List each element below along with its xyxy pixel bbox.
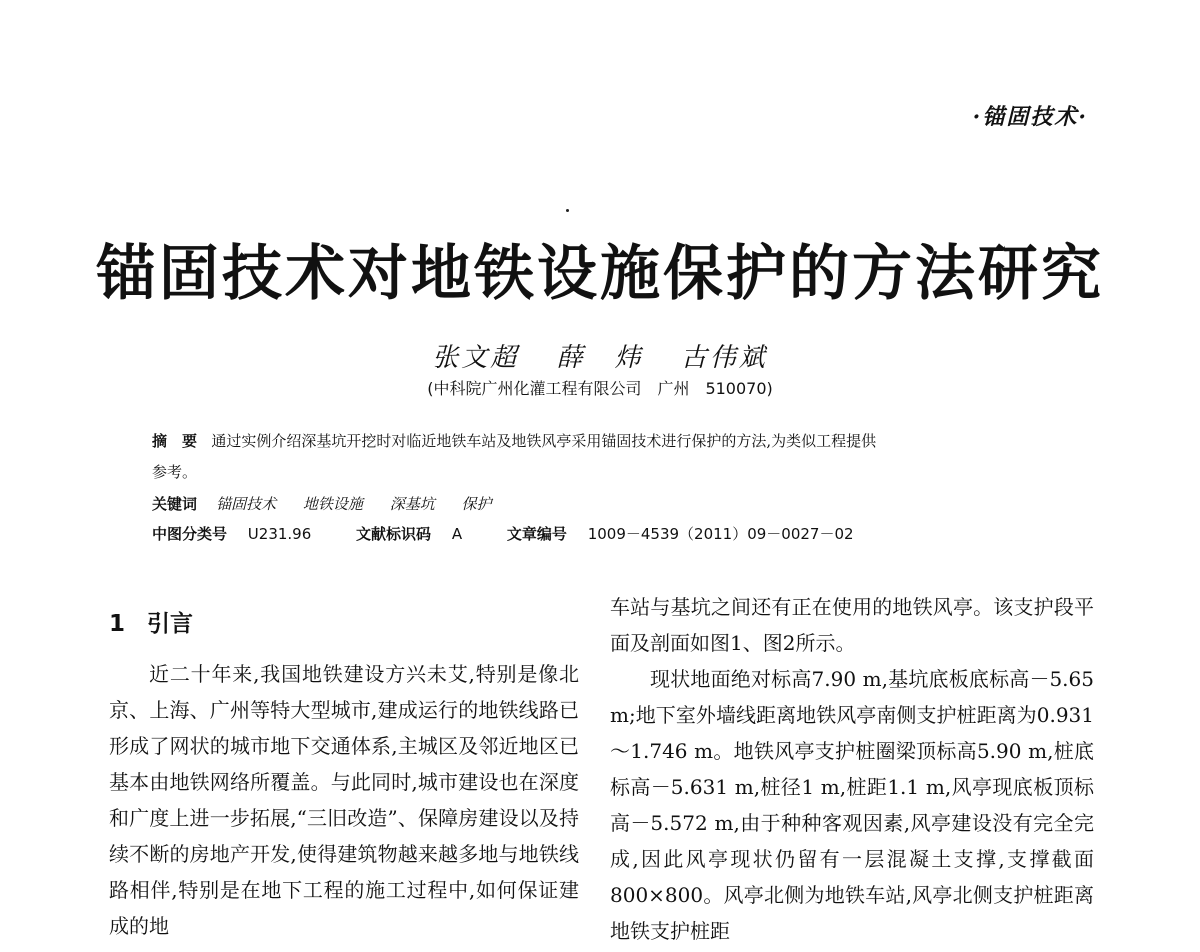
section-title: 引言	[147, 611, 194, 637]
abstract-text-end: 参考。	[152, 463, 198, 481]
paragraph: 现状地面绝对标高7.90 m,基坑底板底标高－5.65 m;地下室外墙线距离地铁风亭南侧支护桩距离为0.931～1.746 m。地铁风亭支护桩圈梁顶标高5.90 m,桩底标高－5.631 m,桩径1 m,桩距1.1 m,风亭现底板顶标高－5.572 m,由于种种客观因素,风亭建设没有完全完成,因此风亭现状仍留有一层混凝土支撑,支撑截面800×800。风亭北侧为地铁车站,风亭北侧支护桩距离地铁支护桩距	[610, 667, 1094, 943]
left-column	[109, 656, 579, 944]
keywords	[152, 495, 1052, 515]
keyword: 保护	[461, 495, 492, 513]
section-tag: ·锚固技术·	[972, 104, 1088, 130]
abstract	[152, 432, 1052, 452]
article-number-value: 1009－4539（2011）09－0027－02	[587, 525, 854, 543]
article-title: 锚固技术对地铁设施保护的方法研究	[96, 239, 1104, 309]
article-number-label: 文章编号	[506, 525, 567, 543]
author-name: 古伟斌	[680, 343, 768, 373]
abstract-text: 通过实例介绍深基坑开挖时对临近地铁车站及地铁风亭采用锚固技术进行保护的方法,为类似工程提供	[211, 432, 877, 450]
section-number: 1	[109, 611, 126, 637]
abstract-label: 摘 要	[152, 432, 198, 450]
author-list	[0, 337, 1200, 374]
clc-label: 中图分类号	[152, 525, 228, 543]
doc-code-value: A	[451, 525, 463, 543]
section-heading	[109, 605, 193, 638]
author-name: 张文超	[432, 343, 520, 373]
abstract-continuation	[152, 463, 1052, 483]
classification-line	[152, 525, 1052, 545]
author-name: 薛 炜	[556, 343, 644, 373]
doc-code-label: 文献标识码	[356, 525, 432, 543]
print-speck	[566, 209, 569, 212]
keyword: 锚固技术	[216, 495, 277, 513]
paragraph: 车站与基坑之间还有正在使用的地铁风亭。该支护段平面及剖面如图1、图2所示。	[610, 595, 1094, 655]
keyword: 深基坑	[389, 495, 435, 513]
right-column	[610, 589, 1094, 949]
author-affiliation: (中科院广州化灌工程有限公司 广州 510070)	[427, 379, 773, 398]
keywords-label: 关键词	[152, 495, 198, 513]
clc-value: U231.96	[247, 525, 312, 543]
paragraph: 近二十年来,我国地铁建设方兴未艾,特别是像北京、上海、广州等特大型城市,建成运行的地铁线路已形成了网状的城市地下交通体系,主城区及邻近地区已基本由地铁网络所覆盖。与此同时,城市建设也在深度和广度上进一步拓展,“三旧改造”、保障房建设以及持续不断的房地产开发,使得建筑物越来越多地与地铁线路相伴,特别是在地下工程的施工过程中,如何保证建成的地	[109, 662, 579, 938]
keyword: 地铁设施	[302, 495, 363, 513]
